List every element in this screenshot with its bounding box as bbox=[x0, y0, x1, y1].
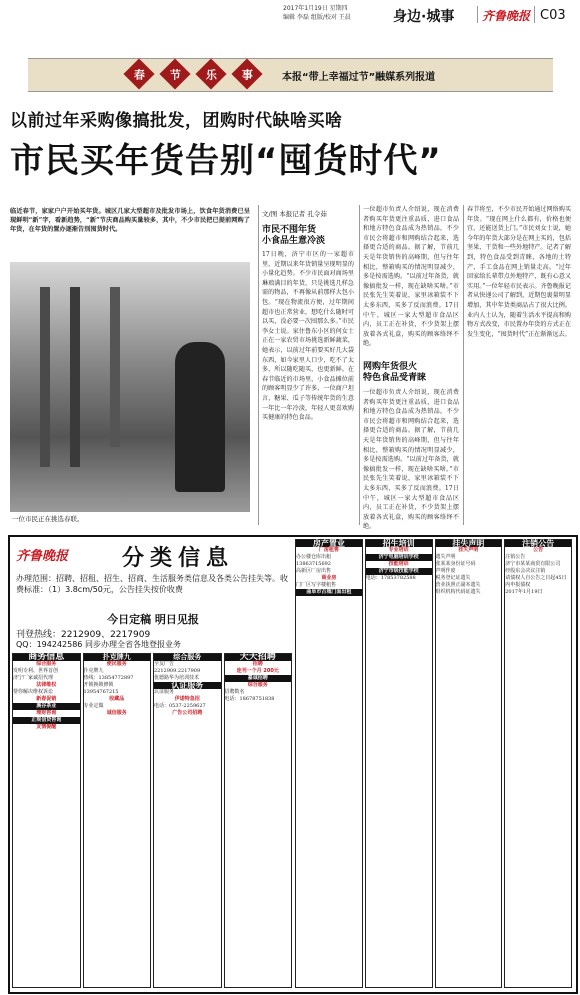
editors-line: 编辑 李磊 组版/校对 王晨 bbox=[283, 14, 351, 21]
classifieds-logo: 齐鲁晚报 bbox=[16, 549, 69, 564]
box-line: 商业房 bbox=[321, 575, 337, 581]
box-line: 13863715692 bbox=[296, 561, 331, 567]
box-line: 声明作废 bbox=[435, 568, 456, 574]
box-line: 广告公司招聘 bbox=[172, 710, 203, 716]
box-line: 优德路华为培训技术 bbox=[154, 675, 200, 681]
box-subtitle: 便民服务 bbox=[106, 661, 127, 667]
box-line: 门厂区写字楼租售 bbox=[296, 582, 337, 588]
classified-box bbox=[435, 539, 503, 988]
box-line: 张某某身份证号码 bbox=[435, 561, 476, 567]
box-line: 发明专利、世界首创 bbox=[13, 668, 59, 674]
news-photo bbox=[10, 262, 250, 512]
box-line: 注销公告 bbox=[505, 554, 526, 560]
classifieds-section bbox=[8, 535, 578, 994]
classifieds-grid-left bbox=[12, 653, 292, 988]
box-subtitle: 公告 bbox=[533, 547, 544, 553]
series-title: 本报“带上幸福过节”融媒系列报道 bbox=[282, 72, 436, 83]
box-line: 2017年1月19日 bbox=[505, 589, 543, 595]
box-line: 曲阜市古城门面出租 bbox=[296, 589, 362, 596]
body-column-3: 春节将至，不少市民开始通过网络购买年货。“现在网上什么都有，价格也便宜，还能送货上门。”市民刘女士说，她今年的年货大部分是在网上买的，包括坚果、干货和一些外地特产。记者了解到，特色食品受到青睐，各地的土特产、手工食品在网上销量走高。“过年回家给长辈带点外地特产，既有心意又实用。”一位年轻市民表示。齐鲁晚报记者从快递公司了解到，近期包裹量明显增加，其中年货类商品占了很大比例。业内人士认为，随着生活水平提高和购物方式改变，市民置办年货的方式正在发生变化，“囤货时代”正在渐渐远去。 bbox=[467, 206, 571, 338]
box-title: 商务信息 bbox=[13, 654, 80, 661]
box-subtitle: 挂失声明 bbox=[458, 547, 479, 553]
box-title: 注销公告 bbox=[505, 540, 571, 547]
classifieds-phone: 刊登热线：2212909、2217909 bbox=[16, 630, 151, 640]
box-subtitle: 综合服务 bbox=[36, 661, 57, 667]
header-divider-2 bbox=[534, 6, 535, 23]
header-divider bbox=[477, 6, 478, 23]
box-subtitle: 认证服务 bbox=[154, 682, 221, 689]
box-line: 技能培训 bbox=[388, 561, 409, 567]
page-number: C03 bbox=[540, 8, 566, 23]
box-line: 全友广告 bbox=[154, 661, 175, 667]
column-rule bbox=[258, 205, 259, 525]
photo-couplet bbox=[70, 287, 80, 467]
box-line: 专业定做 bbox=[83, 703, 104, 709]
classifieds-header bbox=[12, 539, 292, 651]
banner-char: 乐 bbox=[195, 58, 226, 89]
photo-couplet bbox=[40, 287, 50, 467]
classifieds-slogan: 今日定稿 明日见报 bbox=[107, 613, 199, 626]
box-subtitle: 招聘 bbox=[252, 661, 263, 667]
box-line: 溪谷茶业 bbox=[13, 703, 80, 710]
newspaper-logo: 齐鲁晚报 bbox=[482, 9, 531, 23]
box-line: 热线：13854772897 bbox=[83, 675, 134, 681]
page-header bbox=[0, 0, 580, 30]
box-line: 经股东会决议注销 bbox=[505, 568, 546, 574]
box-title: 综合服务 bbox=[154, 654, 221, 661]
box-line: 帮你解决维权诉讼 bbox=[13, 689, 54, 695]
photo-couplet bbox=[110, 287, 120, 447]
box-line: 诚信服务 bbox=[106, 710, 127, 716]
photo-shopper bbox=[175, 342, 225, 492]
classified-box bbox=[504, 539, 572, 988]
box-line: 高新区厂房出售 bbox=[296, 568, 332, 574]
box-line: 济宁市某某商贸有限公司 bbox=[505, 561, 561, 567]
classifieds-title: 分类信息 bbox=[122, 545, 235, 571]
classified-box bbox=[153, 653, 222, 988]
box-line: 营业执照正副本遗失 bbox=[435, 582, 481, 588]
banner-char: 春 bbox=[123, 58, 154, 89]
classified-box bbox=[83, 653, 152, 988]
box-line: 收藏品 bbox=[109, 696, 125, 702]
box-line: 连刊一个月 200元 bbox=[236, 668, 279, 674]
subheading-line: 市民不囤年货 bbox=[262, 225, 317, 235]
body-column-1: 17日晚，济宁市区的一家超市里，近期以来年货销量呈现明显的小量化趋势。不少市民面对商场里琳琅满目的年货，只是挑选几样急需的物品，不再像从前那样大包小包。“现在物流很方便，过年期间超市也正常营业，想吃什么随时可以买，没必要一次囤那么多。”市民李女士说。家住鲁东小区的何女士正在一家农贸市场挑选新鲜蔬菜，她表示，以前过年前要买好几大袋东西，如今家里人口少，吃不了太多，所以随吃随买，也更新鲜。在春节临近的市场里，小食品摊位前的顾客明显少了许多，一位商户坦言，糖果、瓜子等传统年货的生意一年比一年冷淡，年轻人更喜欢购买健康的特色食品。 bbox=[262, 251, 354, 422]
box-line: 友情提醒 bbox=[36, 724, 57, 730]
box-subtitle: 厂房租售 bbox=[318, 547, 339, 553]
box-line: 理财咨询 bbox=[36, 710, 57, 716]
subheading-1 bbox=[262, 225, 352, 247]
box-title: 挂失声明 bbox=[436, 540, 502, 547]
section-name: 身边·城事 bbox=[393, 9, 455, 25]
column-rule bbox=[359, 205, 360, 525]
box-line: 电话：0537-2259627 bbox=[154, 703, 206, 709]
kicker-headline: 以前过年采购像搞批发，团购时代缺啥买啥 bbox=[10, 111, 343, 131]
classifieds-grid-right bbox=[295, 539, 572, 988]
byline: 文/图 本报记者 孔令茹 bbox=[262, 210, 327, 218]
box-line: 认证服务 bbox=[154, 689, 175, 695]
body-column-2: 一位超市负责人介绍说，现在消费者购买年货更注重品质，进口食品和地方特色食品成为热销品，不少市民会将超市和网购结合起来，选择更合适的商品。据了解，节前几天是年货销售的高峰期，但与往年相比，整箱购买的情况明显减少，多是按需选购。“以前过年备货，就像搞批发一样，现在缺啥买啥。”市民张先生笑着说，家里冰箱装不下太多东西，买多了反而浪费。17日中午，城区一家大型超市食品区内，员工正在补货，不少货架上摆放着各式礼盒，购买的顾客络绎不绝。 bbox=[363, 206, 459, 348]
classified-box bbox=[295, 539, 363, 988]
box-line: 法律维权 bbox=[36, 682, 57, 688]
series-banner bbox=[28, 58, 553, 92]
subheading-line: 特色食品受青睐 bbox=[363, 373, 427, 383]
issue-date: 2017年1月19日 星期四 bbox=[283, 5, 348, 12]
main-headline: 市民买年货告别“囤货时代” bbox=[10, 141, 442, 181]
box-line: 伊诺特急招 bbox=[174, 696, 200, 702]
classified-box bbox=[365, 539, 433, 988]
box-line: 综合服务 bbox=[247, 682, 268, 688]
box-line: 正规信贷咨询 bbox=[13, 717, 80, 724]
box-line: 2212909.2217909 bbox=[154, 668, 201, 674]
banner-chars bbox=[128, 63, 278, 87]
column-rule bbox=[463, 205, 464, 525]
box-line: 扑克牌九 bbox=[83, 668, 104, 674]
body-column-2b: 一位超市负责人介绍说，现在消费者购买年货更注重品质，进口食品和地方特色食品成为热销品，不少市民会将超市和网购结合起来，选择更合适的商品。据了解，节前几天是年货销售的高峰期，但与往年相比，整箱购买的情况明显减少，多是按需选购。“以前过年备货，就像搞批发一样，现在缺啥买啥。”市民张先生笑着说，家里冰箱装不下太多东西，买多了反而浪费。17日中午，城区一家大型超市食品区内，员工正在补货，不少货架上摆放着各式礼盒，购买的顾客络绎不绝。 bbox=[363, 389, 459, 531]
box-line: 请债权人自公告之日起45日内申报债权 bbox=[505, 575, 567, 588]
box-line: 济宁厂家诚招代理 bbox=[13, 675, 54, 681]
classified-box bbox=[12, 653, 81, 988]
box-line: 招聘数名 bbox=[224, 689, 245, 695]
box-title: 天天招聘 bbox=[225, 654, 292, 661]
box-subtitle: 专业培训 bbox=[388, 547, 409, 553]
box-line: 新春促销 bbox=[36, 696, 57, 702]
box-title: 房产置业 bbox=[296, 540, 362, 547]
box-title: 扑克牌九 bbox=[84, 654, 151, 661]
lead-paragraph: 临近春节，家家户户开始买年货。城区几家大型超市及批发市场上，饮食年货消费已呈现鲜明“新”字，看新趋势，“新”节庆商品购买量较多，其中，不少市民把已提前网购了年货，在年货的置办逐渐告别囤货时代。 bbox=[10, 208, 250, 233]
classifieds-qq: QQ：194242586 同步办理全省各地登报业务 bbox=[16, 640, 181, 649]
subheading-2 bbox=[363, 362, 459, 384]
photo-caption: 一位市民正在挑选春联。 bbox=[12, 515, 84, 523]
box-line: 嘉诚招聘 bbox=[225, 675, 292, 682]
box-line: 电话：17853782588 bbox=[365, 575, 416, 581]
classified-box bbox=[224, 653, 293, 988]
box-line: 办公楼仓库出租 bbox=[296, 554, 332, 560]
subheading-line: 网购年货很火 bbox=[363, 362, 418, 372]
banner-char: 事 bbox=[231, 58, 262, 89]
box-line: 济宁电脑培训学校 bbox=[366, 554, 432, 561]
box-line: 组织机构代码证遗失 bbox=[435, 589, 481, 595]
box-line: 遗失声明 bbox=[435, 554, 456, 560]
box-line: 济宁市级技能学校 bbox=[366, 568, 432, 575]
banner-char: 节 bbox=[159, 58, 190, 89]
box-line: 税务登记证遗失 bbox=[435, 575, 471, 581]
subheading-line: 小食品生意冷淡 bbox=[262, 236, 326, 246]
box-line: 13954767215 bbox=[83, 689, 119, 695]
box-title: 招生培训 bbox=[366, 540, 432, 547]
classifieds-scope: 办理范围：招聘、招租、招生、招商、生活服务类信息及各类公告挂失等。收费标准：（1）3.8cm/50元，公告挂失按价收费 bbox=[16, 574, 288, 594]
box-line: 开锁换锁修锁 bbox=[83, 682, 114, 688]
box-line: 电话：18678751838 bbox=[224, 696, 275, 702]
